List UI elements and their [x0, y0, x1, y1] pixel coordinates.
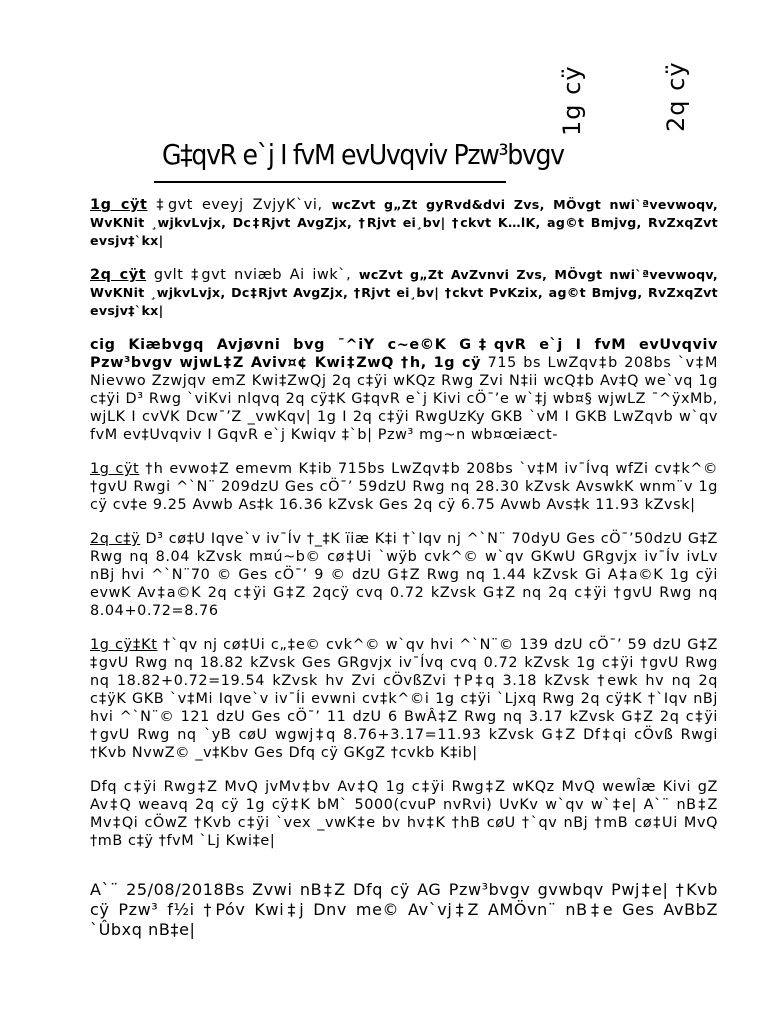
title-underline	[154, 181, 506, 183]
clause-3-label: 1g cÿ‡Kt	[90, 637, 158, 653]
trees-text: Dfq c‡ÿi Rwg‡Z MvQ jvMv‡bv Av‡Q 1g c‡ÿi Rwg‡Z wKQz MvQ wewÎæ Kivi gZ Av‡Q weavq 2q cÿ 1g cÿ‡K bM` 5000(cvuP nvRvi) UvKv w`qv w`‡e| A`¨ nB‡Z Mv‡Qi cÖwZ †Kvb c‡ÿi `vex _vwK‡e bv hv‡K †hB cøU †`qv nBj †mB cø‡Ui MvQ †mB c‡ÿ †fvM `Lj Kwi‡e|	[90, 779, 718, 849]
paragraph-clause-3	[90, 636, 718, 762]
party-1-details: wcZvt g„Zt gyRvd&dvi Zvs, MÖvgt nwi`ªvevwoqv, WvKNit ¸wjkvLvjx, Dc‡Rjvt AvgZjx, †Rjvt ei¸bv| †ckvt K…lK, ag©t Bmjvg, RvZxqZvt evsjv‡`kx|	[90, 197, 718, 248]
clause-2-text: D³ cø‡U Iqve`v iv¯Ív †_‡K ïiæ K‡i †`Iqv nj ^`N¨ 70dyU Ges cÖ¯’50dzU G‡Z Rwg nq 8.04 kZvsk m¤ú~b© cø‡Ui `wÿb cvk^© w`qv GKwU GRgvjx iv¯Ív ivLv nBj hvi ^`N¨70 © Ges cÖ¯’ 9 © dzU G‡Z Rwg nq 1.44 kZvsk Gi A‡a©K 1g cÿi evwK Av‡a©K 2q c‡ÿi G‡Z 2qcÿ cvq 0.72 kZvsk G‡Z nq 2q c‡ÿi †gvU Rwg nq 8.04+0.72=8.76	[90, 531, 718, 619]
party-2-name: gvlt ‡gvt nviæb Ai iwk`,	[146, 267, 359, 283]
vertical-label-party-2: 2q cÿ	[662, 61, 690, 132]
paragraph-preamble	[90, 336, 718, 444]
page-title: G‡qvR e`j I fvM evUvqviv Pzw³bvgv	[162, 138, 564, 171]
paragraph-clause-1	[90, 460, 718, 514]
preamble-text: 715 bs LwZqv‡b 208bs `v‡M Nievwo Zzwjqv emZ Kwi‡ZwQj 2q c‡ÿi wKQz Rwg Zvi N‡ii wcQ‡b Av‡Q we`vq 1g c‡ÿi D³ Rwg `viKvi nlqvq 2q cÿ‡K G‡qvR e`j Kivi cÖ¯’e w`‡j wb¤§ wjwLZ ¯^ÿxMb, wjLK I cvVK Dcw¯’Z _vwKqv| 1g I 2q c‡ÿi RwgUzKy GKB `vM I GKB LwZqvb w`qv fvM ev‡Uvqviv I GqvR e`j Kwiqv ‡`b| Pzw³ mg~n wb¤œiæct-	[90, 355, 719, 443]
vertical-label-party-1: 1g cÿ	[558, 65, 586, 136]
paragraph-clause-2	[90, 530, 718, 620]
clause-2-label: 2q c‡ÿ	[90, 531, 141, 547]
preamble-bold: cig Kiæbvgq Avjøvni bvg ¯^iY c~e©K G‡qvR e`j I fvM evUvqviv Pzw³bvgv wjwL‡Z Aviv¤¢ Kwi‡ZwQ †h, 1g cÿ	[90, 337, 718, 371]
document-body	[90, 196, 718, 866]
paragraph-closing	[90, 880, 718, 940]
closing-text: A`¨ 25/08/2018Bs Zvwi nB‡Z Dfq cÿ AG Pzw³bvgv gvwbqv Pwj‡e| †Kvb cÿ Pzw³ f½i †Póv Kwi‡j Dnv me© Av`vj‡Z AMÖvn¨ nB‡e Ges AvBbZ `Ûbxq nB‡e|	[90, 880, 718, 939]
paragraph-party-2	[90, 266, 718, 320]
party-1-name: ‡gvt eveyj ZvjyK`vi,	[147, 197, 332, 213]
clause-3-text: †`qv nj cø‡Ui c„‡e© cvk^© w`qv hvi ^`N¨© 139 dzU cÖ¯’ 59 dzU G‡Z ‡gvU Rwg nq 18.82 kZvsk Ges GRgvjx iv¯Ívq cvq 0.72 kZvsk 1g c‡ÿi †gvU Rwg nq 18.82+0.72=19.54 kZvsk hv Zvi cÖvßZvi †P‡q 3.18 kZvsk †ewk hv nq 2q c‡ÿK GKB `v‡Mi Iqve`v iv¯Íi evwni cv‡k^©i 1g c‡ÿi `Ljxq Rwg 2q cÿ‡K †`Iqv nBj hvi ^`N¨© 121 dzU Ges cÖ¯’ 11 dzU 6 BwÂ‡Z Rwg nq 3.17 kZvsk G‡Z 2q c‡ÿi †gvU Rwg nq `yB cøU wgwj‡q 8.76+3.17=11.93 kZvsk G‡Z Df‡qi cÖvß Rwgi †Kvb NvwZ© _v‡Kbv Ges Dfq cÿ GKgZ †cvkb K‡ib|	[90, 637, 718, 761]
paragraph-trees	[90, 778, 718, 850]
clause-1-text: †h evwo‡Z emevm K‡ib 715bs LwZqv‡b 208bs `v‡M iv¯Ívq wfZi cv‡k^© †gvU Rwgi ^`N¨ 209dzU Ges cÖ¯’ 59dzU Rwg nq 28.30 kZvsk AvswkK wnm¨v 1g cÿ cv‡e 9.25 Avwb As‡k 16.36 kZvsk Ges 2q cÿ 6.75 Avwb Avs‡k 11.93 kZvsk|	[90, 461, 718, 513]
closing-block	[90, 876, 718, 956]
party-1-label: 1g cÿt	[90, 197, 148, 213]
party-2-details: wcZvt g„Zt AvZvnvi Zvs, MÖvgt nwi`ªvevwoqv, WvKNit ¸wjkvLvjx, Dc‡Rjvt AvgZjx, †Rjvt ei¸bv| †ckvt PvKzix, ag©t Bmjvg, RvZxqZvt evsjv‡`kx|	[90, 267, 718, 318]
paragraph-party-1	[90, 196, 718, 250]
clause-1-label: 1g cÿt	[90, 461, 140, 477]
party-2-label: 2q cÿt	[90, 267, 147, 283]
